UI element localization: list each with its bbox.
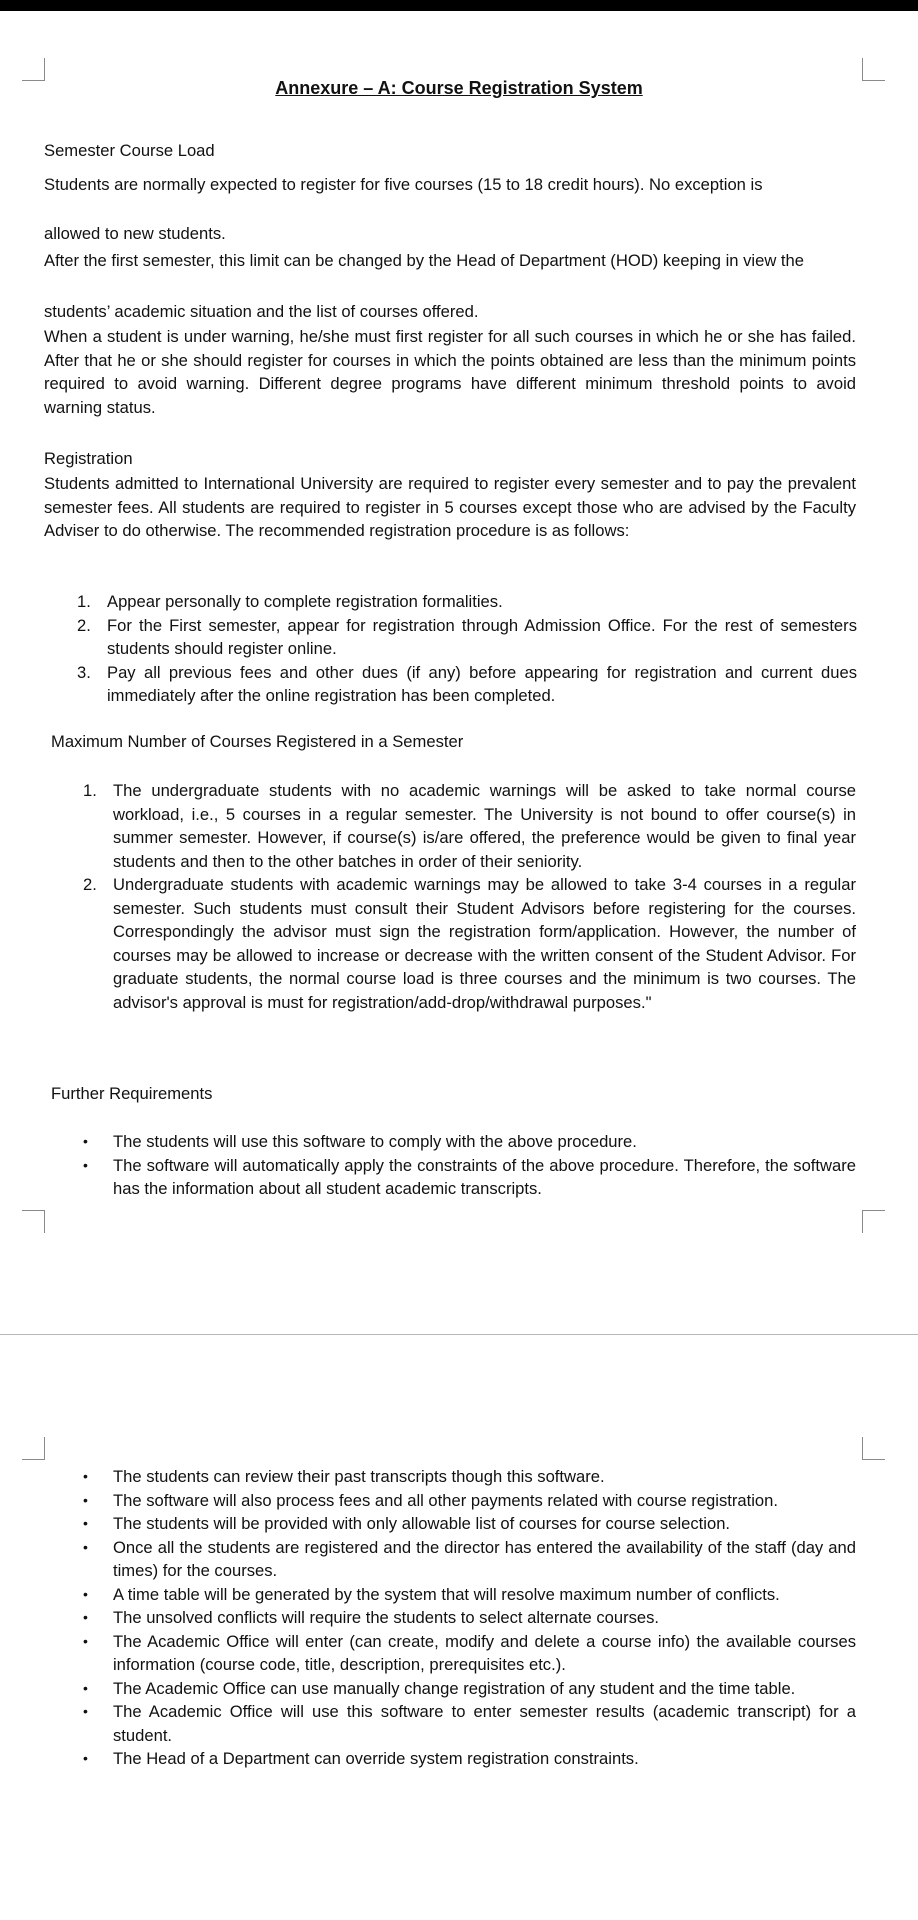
list-item: • A time table will be generated by the system that will resolve maximum number of conflicts. [83,1584,780,1604]
page-corner-mark [22,1210,45,1233]
list-item: 2. For the First semester, appear for registration through Admission Office. For the rest of semesters students should register online. [77,615,857,658]
list-item: 3. Pay all previous fees and other dues (if any) before appearing for registration and current dues immediately after the online registration has been completed. [77,662,857,705]
section-heading-registration: Registration [44,449,133,468]
page-corner-mark [22,1437,45,1460]
semester-load-line-2: allowed to new students. [44,224,226,243]
semester-load-line-1: Students are normally expected to register for five courses (15 to 18 credit hours). No exception is [44,175,763,194]
list-item: 1. The undergraduate students with no academic warnings will be asked to take normal course workload, i.e., 5 courses in a regular semester. The University is not bound to offer course(s) in summer semester. However, if course(s) is/are offered, the preference would be given to final year students and then to the other batches in order of their seniority. [83,781,856,871]
max-courses-list [83,779,856,1014]
list-item: 2. Undergraduate students with academic warnings may be allowed to take 3-4 courses in a regular semester. Such students must consult their Student Advisors before registering for the courses. Correspondingly the advisor must sign the registration form/application. However, the number of courses may be allowed to increase or decrease with the written consent of the Student Advisor. For graduate students, the normal course load is three courses and the minimum is two courses. The advisor's approval is must for registration/add-drop/withdrawal purposes." [83,875,856,1012]
list-item: • The unsolved conflicts will require the students to select alternate courses. [83,1608,660,1627]
semester-load-warning-paragraph: When a student is under warning, he/she must first register for all such courses in which he or she has failed. After that he or she should register for courses in which the points obtained are less than the minimum points required to avoid warning. Different degree programs have different minimum threshold points to avoid warning status. [44,327,856,417]
list-item: • The Head of a Department can override system registration constraints. [83,1749,639,1768]
list-item: • The Academic Office can use manually change registration of any student and the time table. [83,1678,796,1698]
page-break-divider [0,1334,918,1335]
list-item: • The students can review their past transcripts though this software. [83,1467,605,1486]
further-requirements-list-page1 [83,1130,856,1201]
list-item: • The students will be provided with only allowable list of courses for course selection. [83,1514,731,1533]
list-item: • The Academic Office will enter (can create, modify and delete a course info) the available courses information (course code, title, description, prerequisites etc.). [83,1631,856,1674]
list-item: • The software will automatically apply the constraints of the above procedure. Therefore, the software has the information about all student academic transcripts. [83,1155,856,1198]
semester-load-line-3: After the first semester, this limit can be changed by the Head of Department (HOD) keeping in view the [44,251,804,270]
section-heading-further-requirements: Further Requirements [51,1084,213,1103]
registration-paragraph: Students admitted to International University are required to register every semester and to pay the prevalent semester fees. All students are required to register in 5 courses except those who are advised by the Faculty Adviser to do otherwise. The recommended registration procedure is as follows: [44,474,856,540]
semester-load-line-4: students’ academic situation and the list of courses offered. [44,302,479,321]
page-corner-mark [862,1437,885,1460]
section-heading-semester-course-load: Semester Course Load [44,141,215,160]
list-item: • The Academic Office will use this software to enter semester results (academic transcript) for a student. [83,1702,856,1745]
registration-steps-list [77,590,857,708]
list-item: 1. Appear personally to complete registration formalities. [77,592,503,611]
top-bar [0,0,918,11]
section-heading-max-courses: Maximum Number of Courses Registered in a Semester [51,732,464,751]
page-corner-mark [862,1210,885,1233]
further-requirements-list-page2 [83,1465,856,1771]
list-item: • The software will also process fees and all other payments related with course registration. [83,1490,778,1510]
list-item: • The students will use this software to comply with the above procedure. [83,1132,637,1151]
list-item: • Once all the students are registered and the director has entered the availability of the staff (day and times) for the courses. [83,1537,856,1580]
document-title: Annexure – A: Course Registration System [275,78,643,98]
